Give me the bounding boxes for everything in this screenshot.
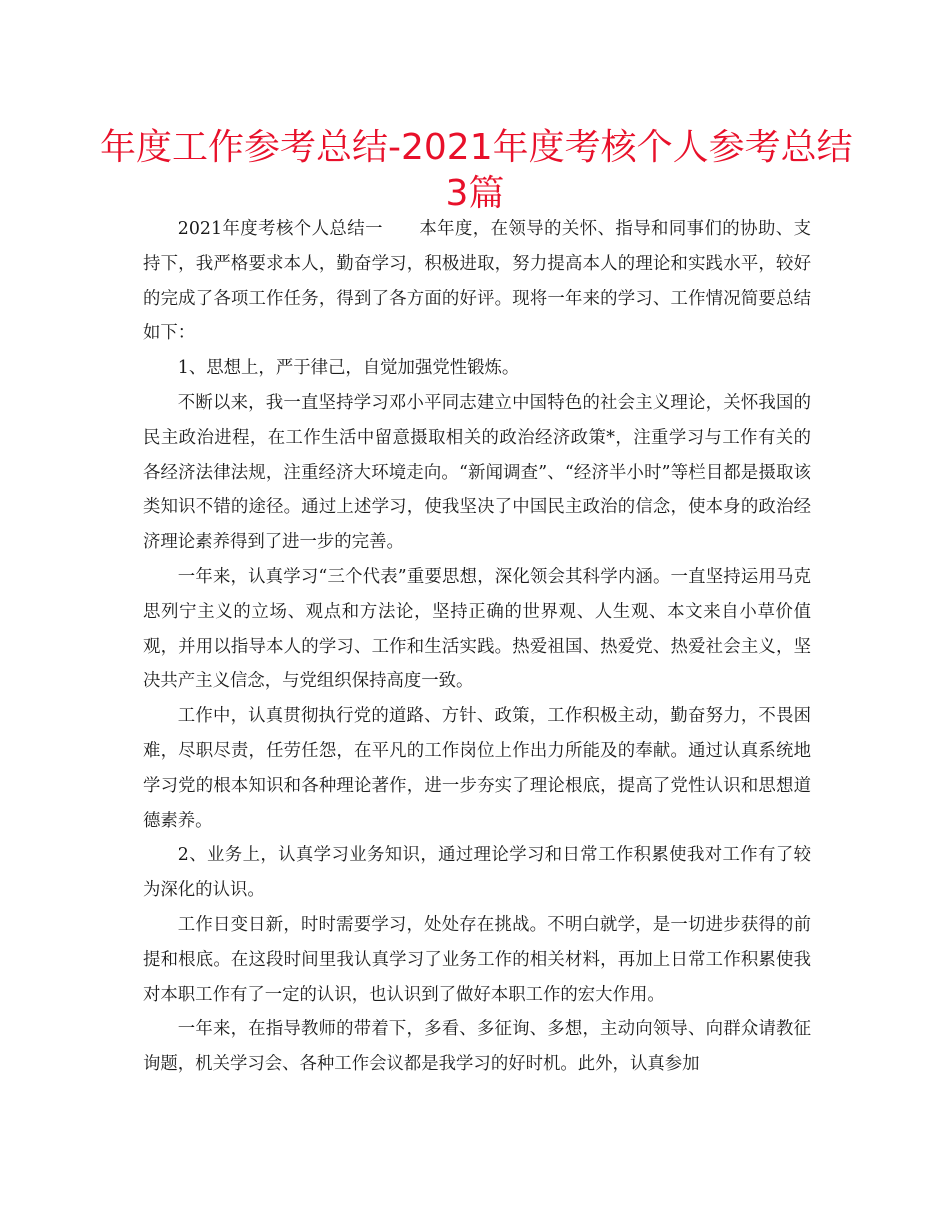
- document-title-line-2: 3篇: [445, 173, 505, 214]
- paragraph: 1、思想上，严于律己，自觉加强党性锻炼。: [177, 358, 520, 379]
- paragraph: 不断以来，我一直坚持学习邓小平同志建立中国特色的社会主义理论，关怀我国的民主政治进程，在工作生活中留意摄取相关的政治经济政策*，注重学习与工作有关的各经济法律法规，注重经济大环境走向。“新闻调查”、“经济半小时”等栏目都是摄取该类知识不错的途径。通过上述学习，使我坚决了中国民主政治的信念，使本身的政治经济理论素养得到了进一步的完善。: [143, 392, 811, 553]
- document-title-line-1: 年度工作参考总结-2021年度考核个人参考总结: [100, 127, 853, 168]
- paragraph: 一年来，认真学习“三个代表”重要思想，深化领会其科学内涵。一直坚持运用马克思列宁主义的立场、观点和方法论，坚持正确的世界观、人生观、本文来自小草价值观，并用以指导本人的学习、工作和生活实践。热爱祖国、热爱党、热爱社会主义，坚决共产主义信念，与党组织保持高度一致。: [143, 566, 811, 692]
- section-heading: 2021年度考核个人总结一: [177, 219, 383, 239]
- paragraph: 一年来，在指导教师的带着下，多看、多征询、多想，主动向领导、向群众请教征询题，机关学习会、各种工作会议都是我学习的好时机。此外，认真参加: [143, 1019, 811, 1075]
- paragraph-text: 本年度，在领导的关怀、指导和同事们的协助、支持下，我严格要求本人，勤奋学习，积极进取，努力提高本人的理论和实践水平，较好的完成了各项工作任务，得到了各方面的好评。现将一年来的学习、工作情况简要总结如下：: [143, 219, 811, 344]
- paragraph: 2、业务上，认真学习业务知识，通过理论学习和日常工作积累使我对工作有了较为深化的认识。: [143, 845, 811, 901]
- paragraph-intro: [143, 212, 811, 351]
- paragraph: 工作日变日新，时时需要学习，处处存在挑战。不明白就学，是一切进步获得的前提和根底。在这段时间里我认真学习了业务工作的相关材料，再加上日常工作积累使我对本职工作有了一定的认识，也认识到了做好本职工作的宏大作用。: [143, 914, 811, 1005]
- paragraph: 工作中，认真贯彻执行党的道路、方针、政策，工作积极主动，勤奋努力，不畏困难，尽职尽责，任劳任怨，在平凡的工作岗位上作出力所能及的奉献。通过认真系统地学习党的根本知识和各种理论著作，进一步夯实了理论根底，提高了党性认识和思想道德素养。: [143, 706, 811, 831]
- document-body: [143, 212, 811, 1082]
